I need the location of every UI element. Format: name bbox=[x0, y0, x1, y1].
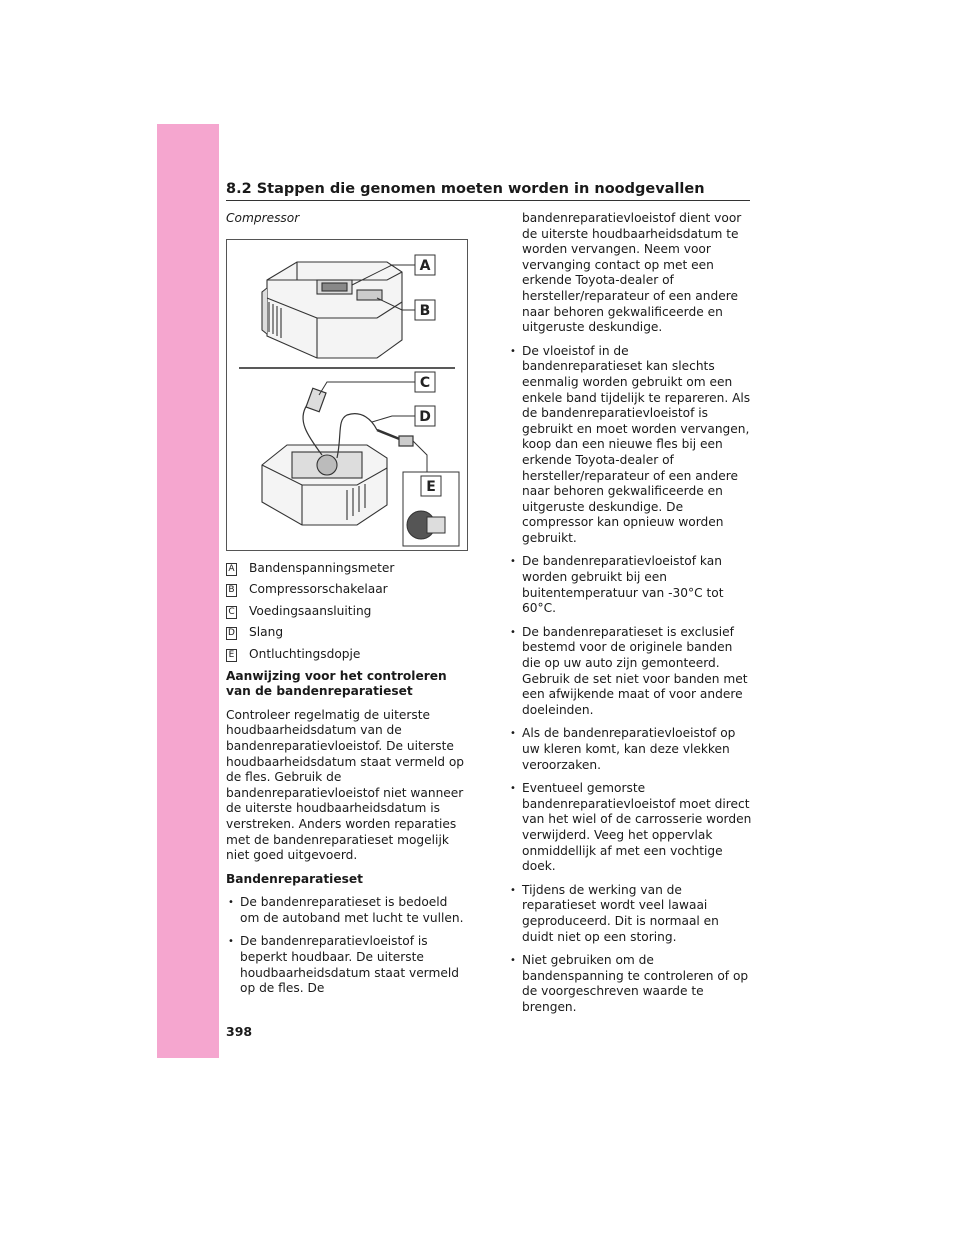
list-item: • Tijdens de werking van de reparatieset wordt veel lawaai geproduceerd. Dit is normaal en duidt niet op een storing. bbox=[508, 883, 752, 945]
list-item: • De bandenreparatievloeistof kan worden gebruikt bij een buitentemperatuur van -30°C tot 60°C. bbox=[508, 554, 752, 616]
legend-item-c bbox=[226, 604, 470, 620]
svg-text:D: D bbox=[419, 408, 431, 425]
legend-label: Slang bbox=[249, 625, 284, 640]
legend-item-e bbox=[226, 647, 470, 663]
figure-caption: Compressor bbox=[226, 211, 300, 225]
legend-letter: A bbox=[226, 563, 237, 576]
legend-item-b bbox=[226, 582, 470, 598]
callout-d bbox=[415, 406, 435, 426]
svg-text:C: C bbox=[419, 374, 431, 391]
svg-text:B: B bbox=[419, 302, 431, 319]
list-item: • De bandenreparatieset is bedoeld om de autoband met lucht te vullen. bbox=[226, 895, 470, 926]
callout-b bbox=[415, 300, 435, 320]
svg-text:A: A bbox=[419, 257, 431, 274]
legend-label: Compressorschakelaar bbox=[249, 582, 388, 597]
legend-letter: B bbox=[226, 584, 237, 597]
legend-letter: E bbox=[226, 649, 237, 662]
legend-item-a bbox=[226, 561, 470, 577]
chapter-color-band bbox=[157, 124, 219, 1058]
callout-e bbox=[403, 472, 459, 546]
legend-label: Ontluchtingsdopje bbox=[249, 646, 361, 661]
callout-c bbox=[415, 372, 435, 392]
list-item: • Niet gebruiken om de bandenspanning te controleren of op de voorgeschreven waarde te brengen. bbox=[508, 953, 752, 1015]
list-item: • Als de bandenreparatievloeistof op uw kleren komt, kan deze vlekken veroorzaken. bbox=[508, 726, 752, 773]
legend-label: Bandenspanningsmeter bbox=[249, 560, 395, 575]
figure-legend bbox=[226, 561, 470, 663]
bullet-list-right bbox=[508, 211, 752, 1016]
list-item: • De bandenreparatievloeistof is beperkt houdbaar. De uiterste houdbaarheidsdatum staat vermeld op de fles. De bbox=[226, 934, 470, 996]
list-item: • Eventueel gemorste bandenreparatievloeistof moet direct van het wiel of de carrosserie worden verwijderd. Veeg het oppervlak onmiddellijk af met een vochtige doek. bbox=[508, 781, 752, 875]
callout-a bbox=[415, 255, 435, 275]
left-column bbox=[226, 211, 470, 1005]
section-header: 8.2 Stappen die genomen moeten worden in noodgevallen bbox=[226, 180, 750, 201]
section-heading-check: Aanwijzing voor het controleren van de bandenreparatieset bbox=[226, 668, 447, 699]
section-body-check: Controleer regelmatig de uiterste houdbaarheidsdatum van de bandenreparatievloeistof. De uiterste houdbaarheidsdatum staat vermeld op de fles. Gebruik de bandenreparatievloeistof niet wanneer de uiterste houdbaarheidsdatum is verstreken. Anders worden reparaties met de bandenreparatieset mogelijk niet goed uitgevoerd. bbox=[226, 707, 465, 863]
list-item: • De vloeistof in de bandenreparatieset kan slechts eenmalig worden gebruikt om een enkele band tijdelijk te repareren. Als de bandenreparatievloeistof is gebruikt en moet worden vervangen, koop dan een nieuwe fles bij een erkende Toyota-dealer of hersteller/reparateur of een andere naar behoren gekwalificeerde en uitgeruste deskundige. De compressor kan opnieuw worden gebruikt. bbox=[508, 344, 752, 547]
compressor-illustration bbox=[226, 239, 468, 551]
compressor-bottom-drawing bbox=[262, 445, 387, 525]
legend-letter: D bbox=[226, 627, 237, 640]
compressor-top-drawing bbox=[262, 262, 402, 358]
legend-letter: C bbox=[226, 606, 237, 619]
legend-label: Voedingsaansluiting bbox=[249, 603, 372, 618]
page-number: 398 bbox=[226, 1024, 253, 1039]
svg-text:E: E bbox=[426, 478, 436, 495]
bullet-list-left bbox=[226, 895, 470, 997]
right-column bbox=[508, 211, 752, 1024]
list-item-continuation: bandenreparatievloeistof dient voor de uiterste houdbaarheidsdatum te worden vervangen. Neem voor vervanging contact op met een erkende Toyota-dealer of hersteller/reparateur of een andere naar behoren gekwalificeerde en uitgeruste deskundige. bbox=[522, 211, 742, 335]
list-item: • De bandenreparatieset is exclusief bestemd voor de originele banden die op uw auto zijn gemonteerd. Gebruik de set niet voor banden met een afwijkende maat of voor andere doeleinden. bbox=[508, 625, 752, 719]
section-heading-kit: Bandenreparatieset bbox=[226, 871, 363, 886]
legend-item-d bbox=[226, 625, 470, 641]
